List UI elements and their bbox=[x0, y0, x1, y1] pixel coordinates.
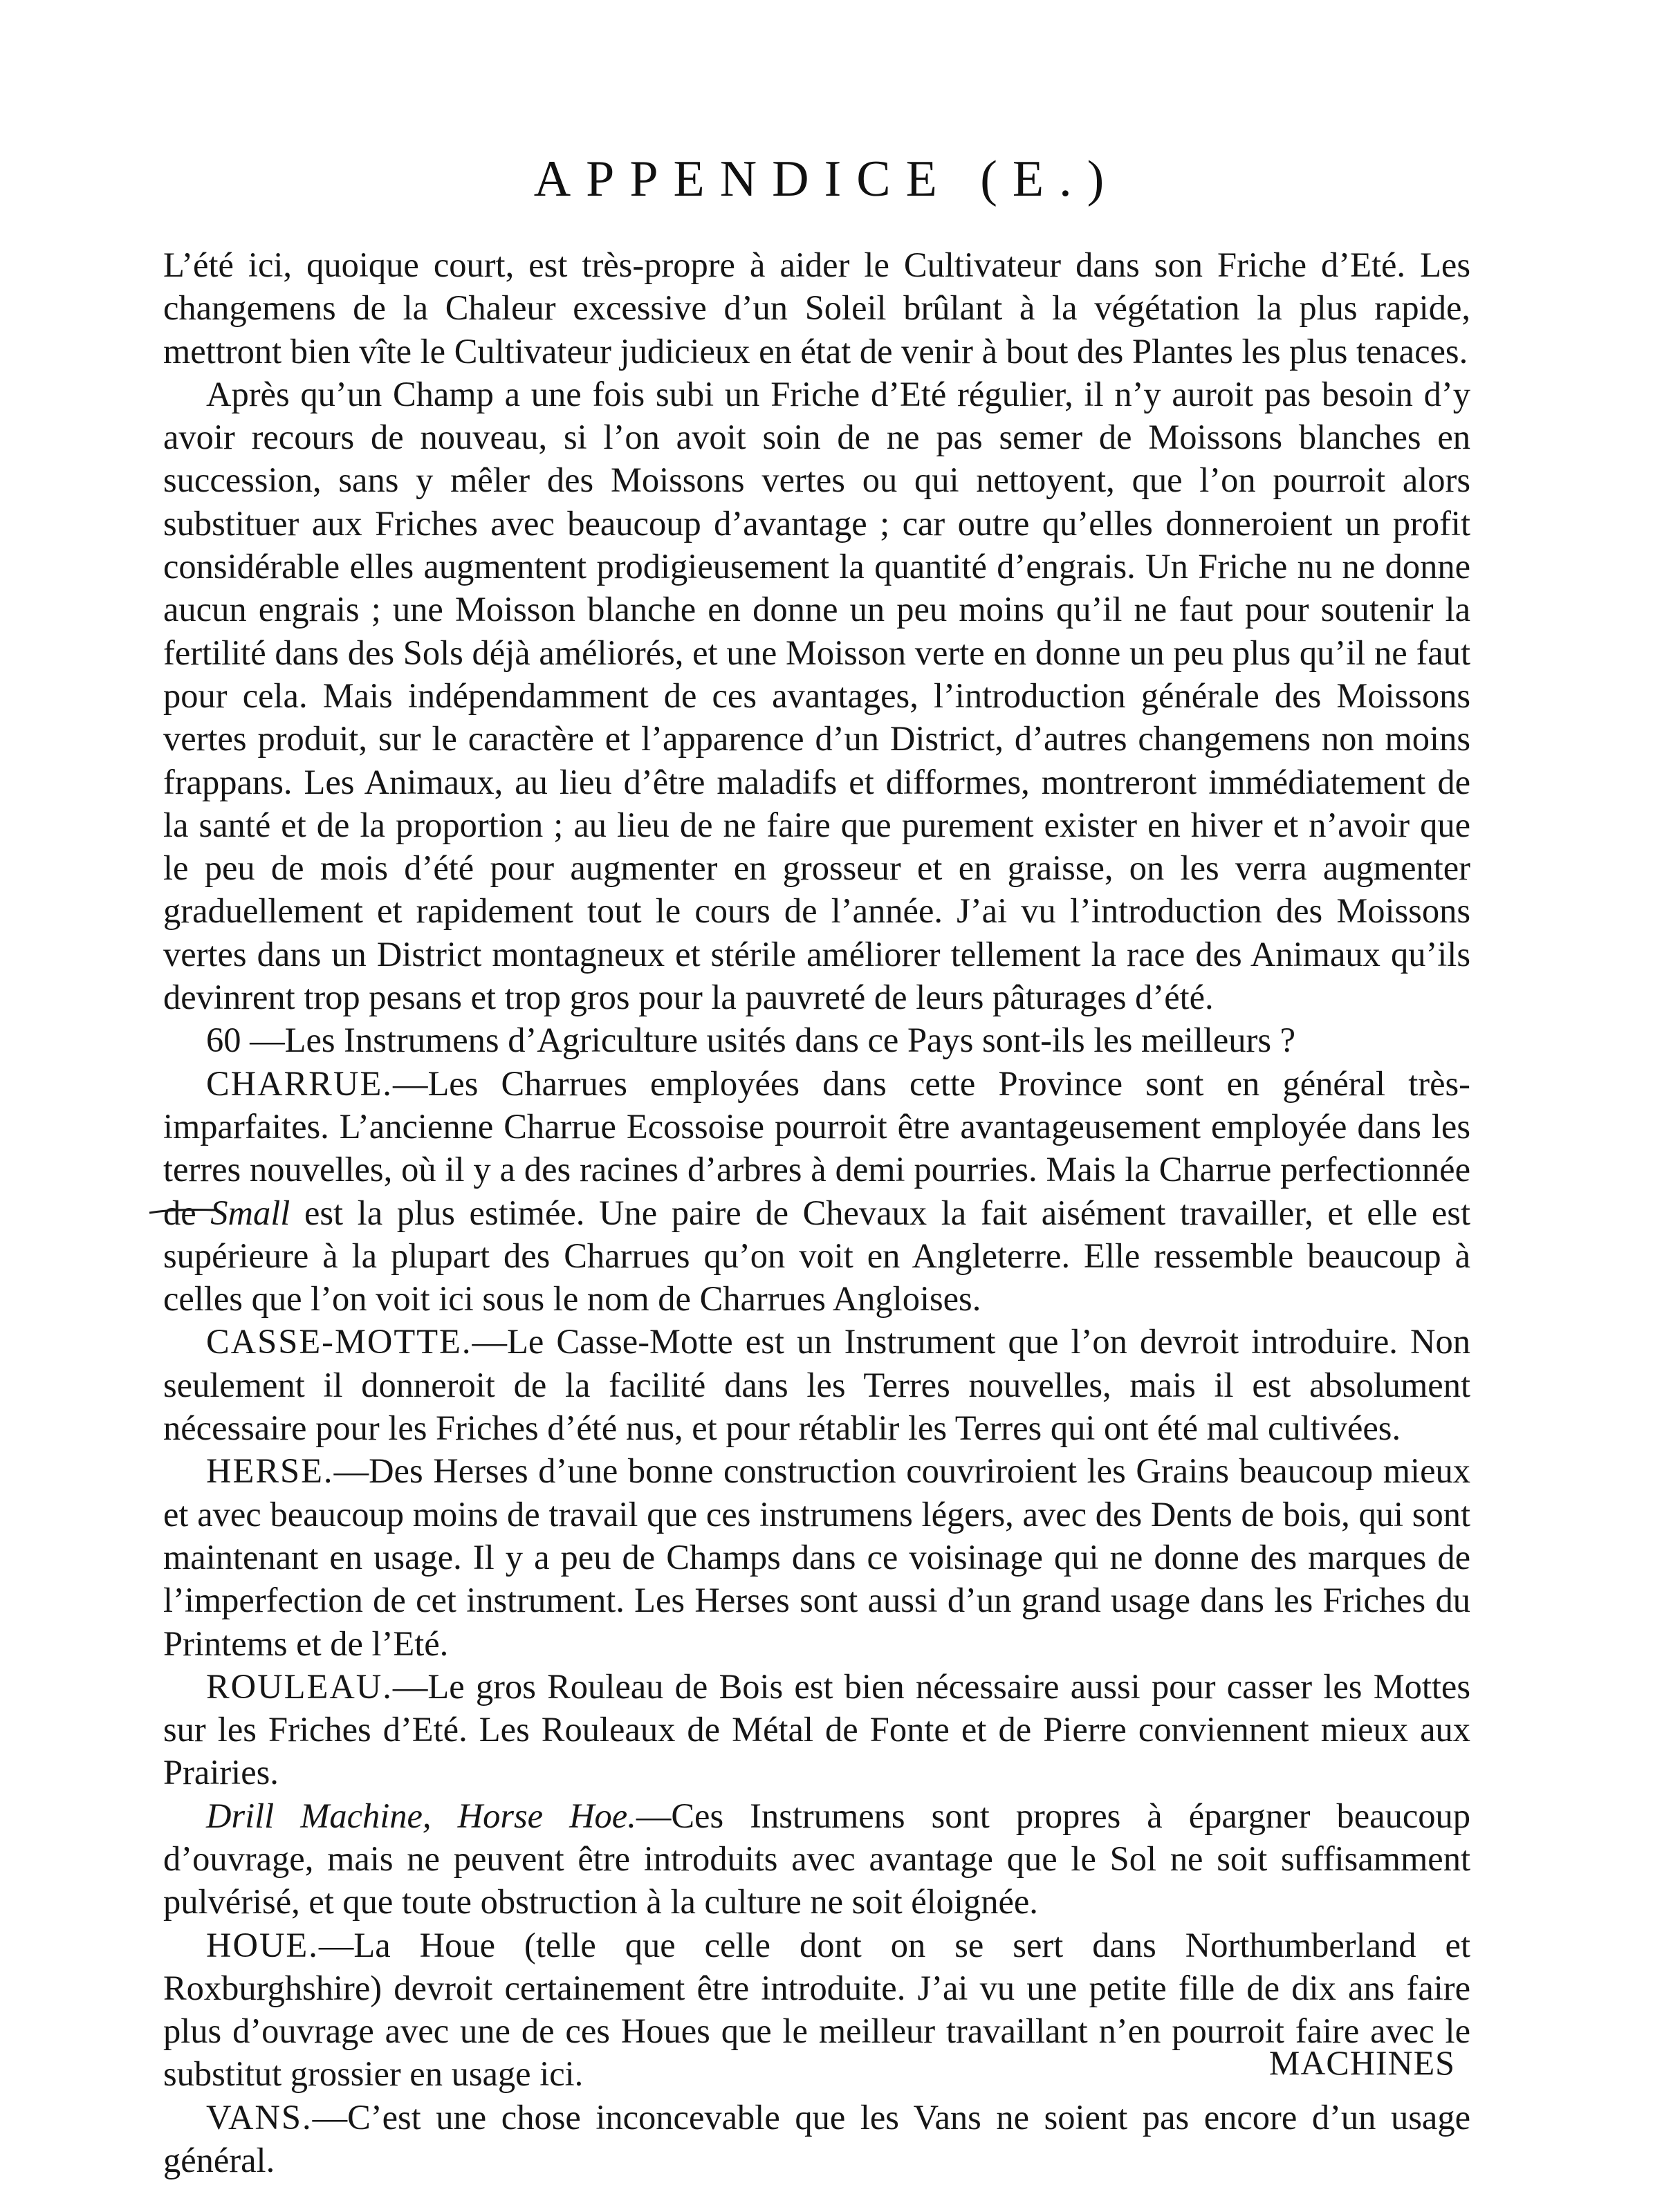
paragraph-ete: L’été ici, quoique court, est très-propre à aider le Cultivateur dans son Friche d’Eté. Les changemens de la Chaleur excessive d’un Soleil brûlant à la végétation la plus rapide, mettront bien vîte le Cultivateur judicieux en état de venir à bout des Plantes les plus tenaces. bbox=[163, 245, 1470, 371]
page-title: APPENDICE (E.) bbox=[533, 151, 1120, 207]
section-vans bbox=[163, 2096, 1470, 2182]
catchword: MACHINES bbox=[1268, 2043, 1455, 2082]
margin-ink-mark bbox=[148, 1207, 217, 1214]
paragraph-friche: Après qu’un Champ a une fois subi un Friche d’Eté régulier, il n’y auroit pas besoin d’y avoir recours de nouveau, si l’on avoit soin de ne pas semer de Moissons blanches en succession, sans y mêler des Moissons vertes ou qui nettoyent, que l’on pourroit alors substituer aux Friches avec beaucoup d’avantage ; car outre qu’elles donneroient un profit considérable elles augmentent prodigieusement la quantité d’engrais. Un Friche nu ne donne aucun engrais ; une Moisson blanche en donne un peu moins qu’il ne faut pour soutenir la fertilité dans des Sols déjà améliorés, et une Moisson verte en donne un peu plus qu’il ne faut pour cela. Mais indépendamment de ces avantages, l’introduction générale des Moissons vertes produit, sur le caractère et l’apparence d’un District, d’autres changemens non moins frappans. Les Animaux, au lieu d’être maladifs et difformes, montreront immédiatement de la santé et de la proportion ; au lieu de ne faire que purement exister en hiver et n’avoir que le peu de mois d’été pour augmenter en grosseur et en graisse, on les verra augmenter graduellement et rapidement tout le cours de l’année. J’ai vu l’introduction des Moissons vertes dans un District montagneux et stérile améliorer tellement la race des Animaux qu’ils devinrent trop pesans et trop gros pour la pauvreté de leurs pâturages d’été. bbox=[163, 374, 1470, 1017]
vans-label: VANS. bbox=[206, 2097, 313, 2137]
section-rouleau bbox=[163, 1665, 1470, 1794]
question-60: 60 —Les Instrumens d’Agriculture usités dans ce Pays sont-ils les meilleurs ? bbox=[206, 1021, 1296, 1060]
houe-label: HOUE. bbox=[206, 1925, 319, 1964]
section-charrue bbox=[163, 1062, 1470, 1321]
charrue-text: —Les Charrues employées dans cette Province sont en général très-imparfaites. L’ancienne Charrue Ecossoise pourroit être avantageusement employée dans les terres nouvelles, où il y a des racines d’arbres à demi pourries. Mais la Charrue perfectionnée de bbox=[163, 1063, 1470, 1232]
herse-text: —Des Herses d’une bonne construction couvriroient les Grains beaucoup mieux et avec beaucoup moins de travail que ces instrumens légers, avec des Dents de bois, qui sont maintenant en usage. Il y a peu de Champs dans ce voisinage qui ne donne des marques de l’imperfection de cet instrument. Les Herses sont aussi d’un grand usage dans les Friches du Printems et de l’Eté. bbox=[163, 1451, 1470, 1663]
body-text bbox=[163, 243, 1470, 2182]
section-herse bbox=[163, 1449, 1470, 1664]
section-casse-motte bbox=[163, 1320, 1470, 1449]
drill-text: —Ces Instrumens sont propres à épargner beaucoup d’ouvrage, mais ne peuvent être introduits avec avantage que le Sol ne soit suffisamment pulvérisé, et que toute obstruction à la culture ne soit éloignée. bbox=[163, 1796, 1471, 1922]
rouleau-text: —Le gros Rouleau de Bois est bien nécessaire aussi pour casser les Mottes sur les Friches d’Eté. Les Rouleaux de Métal de Fonte et de Pierre conviennent mieux aux Prairies. bbox=[163, 1666, 1470, 1792]
charrue-text-2: est la plus estimée. Une paire de Chevaux la fait aisément travailler, et elle est supérieure à la plupart des Charrues qu’on voit en Angleterre. Elle ressemble beaucoup à celles que l’on voit ici sous le nom de Charrues Angloises. bbox=[163, 1193, 1470, 1319]
rouleau-label: ROULEAU. bbox=[206, 1666, 393, 1706]
drill-label: Drill Machine, Horse Hoe. bbox=[206, 1796, 636, 1835]
houe-text: —La Houe (telle que celle dont on se sert dans Northumberland et Roxburghshire) devroit certainement être introduite. J’ai vu une petite fille de dix ans faire plus d’ouvrage avec une de ces Houes que le meilleur travaillant n’en pourroit faire avec le substitut grossier en usage ici. bbox=[163, 1925, 1470, 2094]
casse-motte-label: CASSE-MOTTE. bbox=[206, 1322, 472, 1361]
vans-text: —C’est une chose inconcevable que les Vans ne soient pas encore d’un usage général. bbox=[163, 2097, 1470, 2180]
casse-motte-text: —Le Casse-Motte est un Instrument que l’on devroit introduire. Non seulement il donneroit de la facilité dans les Terres nouvelles, mais il est absolument nécessaire pour les Friches d’été nus, et pour rétablir les Terres qui ont été mal cultivées. bbox=[163, 1322, 1470, 1448]
herse-label: HERSE. bbox=[206, 1451, 334, 1491]
section-drill bbox=[163, 1794, 1470, 1924]
charrue-label: CHARRUE. bbox=[206, 1063, 393, 1103]
small-word: Small bbox=[210, 1193, 290, 1232]
